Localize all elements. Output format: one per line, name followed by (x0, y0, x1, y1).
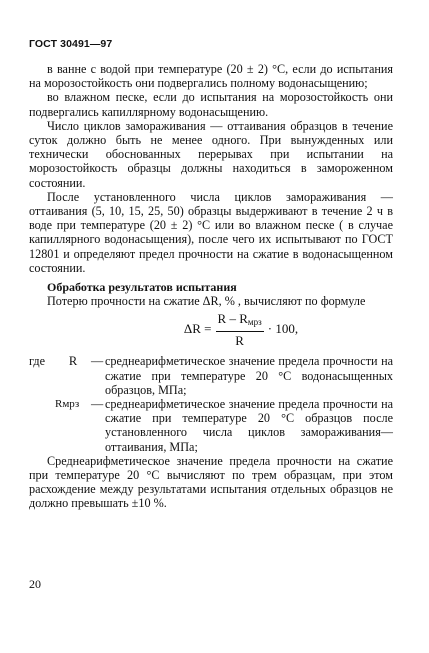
body-text (29, 62, 393, 511)
formula-denominator: R (235, 332, 244, 348)
definition-symbol: Rмрз (55, 398, 80, 411)
formula-fraction (216, 311, 264, 348)
document-header: ГОСТ 30491—97 (29, 38, 113, 50)
formula-numerator (216, 311, 264, 332)
section-title: Обработка результатов испытания (47, 280, 237, 295)
formula (89, 312, 393, 346)
definition-dash: — (91, 354, 104, 369)
formula-numerator-text: R – R (217, 310, 248, 326)
paragraph-strength-loss: Потерю прочности на сжатие ΔR, % , вычисляют по формуле (47, 294, 366, 309)
formula-tail: · 100, (267, 321, 299, 337)
definition-dash: — (91, 397, 104, 412)
definition-spacer (29, 397, 55, 454)
definition-symbol: R (68, 354, 78, 369)
definitions-list (29, 354, 393, 453)
formula-lhs: ΔR = (183, 321, 212, 337)
definition-text: среднеарифметическое значение предела прочности на сжатие при температуре 20 °С образцов после установленного числа циклов замораживания—оттаивания, МПа; (105, 397, 393, 454)
paragraph-average: Среднеарифметическое значение предела прочности на сжатие при температуре 20 °С вычисляют по трем образцам, при этом расхождение между результатами испытания отдельных образцов не должно превышать ±10 %. (29, 453, 393, 511)
where-label: где (29, 354, 46, 369)
definition-text: среднеарифметическое значение предела прочности на сжатие при температуре 20 °С водонасыщенных образцов, МПа; (105, 354, 393, 397)
paragraph-wet-sand: во влажном песке, если до испытания на морозостойкость они подвергались капиллярному водонасыщению. (29, 90, 393, 119)
paragraph-after-cycles: После установленного числа циклов замораживания — оттаивания (5, 10, 15, 25, 50) образцы выдерживают в течение 2 ч в воде при температуре (20 ± 2) °С или во влажном песке ( в случае капиллярного водонасыщения), после чего их испытывают по ГОСТ 12801 и определяют предел прочности на сжатие в водонасыщенном состоянии. (29, 189, 393, 275)
formula-numerator-sub: мрз (247, 316, 262, 327)
page-number: 20 (29, 577, 41, 591)
paragraph-cycles: Число циклов замораживания — оттаивания образцов в течение суток должно быть не менее одного. При вынужденных или технически обоснованных перерывах при испытании на морозостойкость образцы должны находиться в замороженном состоянии. (29, 118, 393, 190)
paragraph-water-bath: в ванне с водой при температуре (20 ± 2) °С, если до испытания на морозостойкость они подвергались полному водонасыщению; (29, 62, 393, 91)
